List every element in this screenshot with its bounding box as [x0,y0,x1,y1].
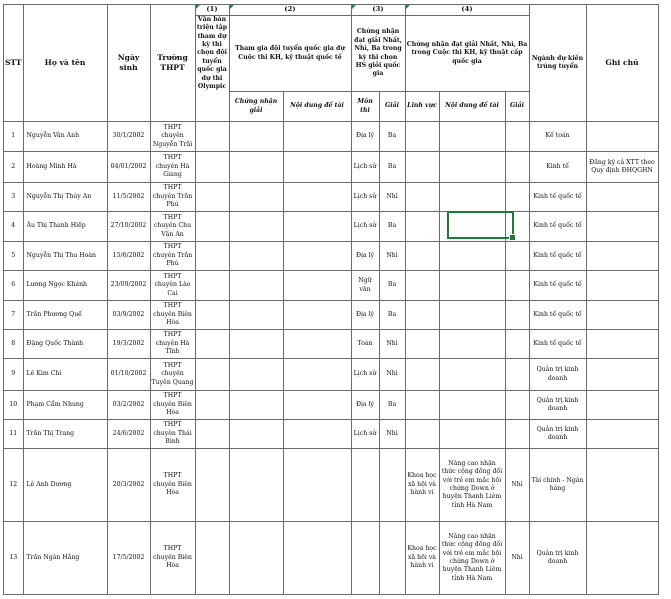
g2-topic-cell[interactable] [283,449,351,522]
stt-cell[interactable]: 9 [4,359,24,391]
g3-subject-cell[interactable]: Địa lý [351,301,379,330]
header-dob[interactable]: Ngày sinh [107,5,150,122]
g1-cell[interactable] [195,183,229,212]
g4-topic-cell[interactable] [439,242,505,271]
g4-prize-cell[interactable] [505,330,529,359]
g3-subject-cell[interactable] [351,522,379,595]
school-cell[interactable]: THPT chuyên Nguyễn Trãi [150,122,195,152]
g2-certificate-cell[interactable] [229,359,283,391]
dob-cell[interactable]: 30/1/2002 [107,122,150,152]
dob-cell[interactable]: 27/10/2002 [107,212,150,242]
dob-cell[interactable]: 01/10/2002 [107,359,150,391]
g4-prize-cell[interactable] [505,122,529,152]
table-row [4,301,659,330]
g2-certificate-cell[interactable] [229,449,283,522]
header-group-2-number[interactable]: (2) [229,5,351,16]
header-g3-prize[interactable]: Giải [379,92,405,122]
g1-cell[interactable] [195,242,229,271]
school-cell[interactable]: THPT chuyên Biên Hòa [150,391,195,420]
major-cell[interactable]: Kinh tế quốc tế [529,271,586,301]
g2-certificate-cell[interactable] [229,271,283,301]
header-g2-topic[interactable]: Nội dung đề tài [283,92,351,122]
g3-prize-cell[interactable] [379,522,405,595]
name-cell[interactable]: Nguyễn Thị Thu Hoàn [23,242,107,271]
major-cell[interactable]: Kinh tế quốc tế [529,330,586,359]
dob-cell[interactable]: 11/5/2002 [107,183,150,212]
school-cell[interactable]: THPT chuyên Hà Giang [150,152,195,183]
stt-cell[interactable]: 8 [4,330,24,359]
g4-topic-cell[interactable] [439,183,505,212]
g4-field-cell[interactable]: Khoa học xã hội và hành vi [405,522,439,595]
stt-cell[interactable]: 4 [4,212,24,242]
g2-certificate-cell[interactable] [229,391,283,420]
table-row [4,122,659,152]
name-cell[interactable]: Âu Thị Thanh Hiệp [23,212,107,242]
g4-field-cell[interactable] [405,301,439,330]
major-cell[interactable]: Quản trị kinh doanh [529,522,586,595]
g1-cell[interactable] [195,359,229,391]
g4-prize-cell[interactable] [505,152,529,183]
major-cell[interactable]: Kinh tế quốc tế [529,183,586,212]
g3-subject-cell[interactable]: Lịch sử [351,183,379,212]
header-group-1-number[interactable]: (1) [195,5,229,16]
g4-topic-cell[interactable] [439,152,505,183]
major-cell[interactable]: Kinh tế quốc tế [529,242,586,271]
g2-certificate-cell[interactable] [229,330,283,359]
table-row [4,449,659,522]
table-row [4,271,659,301]
g3-prize-cell[interactable] [379,449,405,522]
stt-cell[interactable]: 1 [4,122,24,152]
g2-certificate-cell[interactable] [229,301,283,330]
g3-prize-cell[interactable]: Nhì [379,183,405,212]
table-row [4,183,659,212]
g2-certificate-cell[interactable] [229,122,283,152]
dob-cell[interactable]: 15/6/2002 [107,242,150,271]
g3-subject-cell[interactable]: Lịch sử [351,359,379,391]
g2-topic-cell[interactable] [283,183,351,212]
g1-cell[interactable] [195,212,229,242]
g4-field-cell[interactable] [405,183,439,212]
g3-prize-cell[interactable]: Nhì [379,242,405,271]
g2-topic-cell[interactable] [283,152,351,183]
school-cell[interactable]: THPT chuyên Thái Bình [150,420,195,449]
note-cell[interactable] [586,420,658,449]
g4-prize-cell[interactable] [505,301,529,330]
stt-cell[interactable]: 5 [4,242,24,271]
note-cell[interactable] [586,122,658,152]
g4-field-cell[interactable] [405,359,439,391]
name-cell[interactable]: Trần Phương Quế [23,301,107,330]
note-cell[interactable] [586,301,658,330]
name-cell[interactable]: Hoàng Minh Hà [23,152,107,183]
g2-topic-cell[interactable] [283,420,351,449]
g4-topic-cell[interactable] [439,301,505,330]
stt-cell[interactable]: 2 [4,152,24,183]
note-cell[interactable] [586,359,658,391]
major-cell[interactable]: Kinh tế [529,152,586,183]
g2-topic-cell[interactable] [283,301,351,330]
school-cell[interactable]: THPT chuyên Biên Hòa [150,449,195,522]
name-cell[interactable]: Lương Ngọc Khánh [23,271,107,301]
g2-topic-cell[interactable] [283,122,351,152]
stt-cell[interactable]: 3 [4,183,24,212]
header-stt[interactable]: STT [4,5,24,122]
g4-field-cell[interactable] [405,330,439,359]
g2-certificate-cell[interactable] [229,212,283,242]
header-group-3-number[interactable]: (3) [351,5,405,16]
g2-certificate-cell[interactable] [229,522,283,595]
g2-topic-cell[interactable] [283,212,351,242]
school-cell[interactable]: THPT chuyên Tuyên Quang [150,359,195,391]
name-cell[interactable]: Đặng Quốc Thành [23,330,107,359]
g2-certificate-cell[interactable] [229,152,283,183]
note-cell[interactable] [586,330,658,359]
g1-cell[interactable] [195,330,229,359]
g4-prize-cell[interactable] [505,212,529,242]
g1-cell[interactable] [195,301,229,330]
g1-cell[interactable] [195,152,229,183]
major-cell[interactable]: Quản trị kinh doanh [529,391,586,420]
g3-subject-cell[interactable]: Địa lý [351,391,379,420]
g1-cell[interactable] [195,391,229,420]
major-cell[interactable]: Quản trị kinh doanh [529,359,586,391]
header-group-4-text[interactable]: Chứng nhận đạt giải Nhất, Nhì, Ba trong Cuộc thi KH, kỹ thuật cấp quốc gia [405,16,529,92]
admission-table [3,4,659,595]
dob-cell[interactable]: 24/6/2002 [107,420,150,449]
g4-topic-cell[interactable] [439,391,505,420]
note-cell[interactable] [586,449,658,522]
school-cell[interactable]: THPT chuyên Trần Phú [150,242,195,271]
g4-field-cell[interactable] [405,122,439,152]
g4-prize-cell[interactable] [505,183,529,212]
name-cell[interactable]: Lê Anh Dương [23,449,107,522]
note-cell[interactable] [586,212,658,242]
g2-topic-cell[interactable] [283,391,351,420]
g4-topic-cell[interactable] [439,122,505,152]
g3-subject-cell[interactable]: Toán [351,330,379,359]
g4-field-cell[interactable] [405,271,439,301]
g4-field-cell[interactable] [405,152,439,183]
stt-cell[interactable]: 7 [4,301,24,330]
g3-prize-cell[interactable]: Nhì [379,420,405,449]
header-group-2-text[interactable]: Tham gia đội tuyển quốc gia dự Cuộc thi KH, kỹ thuật quốc tế [229,16,351,92]
stt-cell[interactable]: 10 [4,391,24,420]
table-row [4,391,659,420]
header-g4-prize[interactable]: Giải [505,92,529,122]
table-row [4,212,659,242]
g4-field-cell[interactable] [405,420,439,449]
g3-prize-cell[interactable]: Ba [379,301,405,330]
g3-prize-cell[interactable]: Nhì [379,330,405,359]
g4-topic-cell[interactable] [439,420,505,449]
school-cell[interactable]: THPT chuyên Lào Cai [150,271,195,301]
g2-certificate-cell[interactable] [229,183,283,212]
g1-cell[interactable] [195,271,229,301]
g2-certificate-cell[interactable] [229,242,283,271]
g2-topic-cell[interactable] [283,522,351,595]
header-name[interactable]: Họ và tên [23,5,107,122]
name-cell[interactable]: Nguyễn Thị Thúy An [23,183,107,212]
major-cell[interactable]: Kế toán [529,122,586,152]
g3-subject-cell[interactable]: Lịch sử [351,212,379,242]
g3-subject-cell[interactable]: Địa lý [351,122,379,152]
header-g2-certificate[interactable]: Chứng nhận giải [229,92,283,122]
note-cell[interactable] [586,522,658,595]
g4-topic-cell[interactable] [439,271,505,301]
g3-prize-cell[interactable]: Ba [379,212,405,242]
g3-prize-cell[interactable]: Ba [379,391,405,420]
dob-cell[interactable]: 17/5/2002 [107,522,150,595]
major-cell[interactable]: Kinh tế quốc tế [529,212,586,242]
g4-field-cell[interactable] [405,212,439,242]
note-cell[interactable] [586,271,658,301]
dob-cell[interactable]: 20/3/2002 [107,449,150,522]
stt-cell[interactable]: 13 [4,522,24,595]
header-g4-field[interactable]: Lĩnh vực [405,92,439,122]
g3-subject-cell[interactable]: Ngữ văn [351,271,379,301]
dob-cell[interactable]: 03/9/2002 [107,301,150,330]
header-group-4-number[interactable]: (4) [405,5,529,16]
g4-prize-cell[interactable] [505,242,529,271]
g3-subject-cell[interactable] [351,449,379,522]
g1-cell[interactable] [195,420,229,449]
g4-prize-cell[interactable] [505,359,529,391]
g4-topic-cell[interactable]: Nâng cao nhận thức cộng đồng đối với trẻ em mắc hội chứng Down ở huyện Thanh Liêm tỉnh Hà Nam [439,449,505,522]
g4-prize-cell[interactable] [505,271,529,301]
name-cell[interactable]: Nguyễn Vân Anh [23,122,107,152]
dob-cell[interactable]: 19/3/2002 [107,330,150,359]
table-row [4,420,659,449]
stt-cell[interactable]: 6 [4,271,24,301]
g3-prize-cell[interactable]: Ba [379,152,405,183]
school-cell[interactable]: THPT chuyên Hà Tĩnh [150,330,195,359]
note-cell[interactable] [586,242,658,271]
stt-cell[interactable]: 11 [4,420,24,449]
table-row [4,359,659,391]
g3-prize-cell[interactable]: Nhì [379,359,405,391]
table-row [4,522,659,595]
major-cell[interactable]: Kinh tế quốc tế [529,301,586,330]
g3-subject-cell[interactable]: Lịch sử [351,420,379,449]
name-cell[interactable]: Phạm Cẩm Nhung [23,391,107,420]
g4-topic-cell[interactable]: Nâng cao nhận thức cộng đồng đối với trẻ em mắc hội chứng Down ở huyện Thanh Liêm tỉnh Hà Nam [439,522,505,595]
g4-field-cell[interactable] [405,242,439,271]
header-group-1-text[interactable]: Văn bản triệu tập tham dự kỳ thi chọn đội tuyển quốc gia dự thi Olympic [195,16,229,122]
g2-topic-cell[interactable] [283,271,351,301]
major-cell[interactable]: Tài chính - Ngân hàng [529,449,586,522]
g1-cell[interactable] [195,522,229,595]
header-g4-topic[interactable]: Nội dung đề tài [439,92,505,122]
g2-topic-cell[interactable] [283,242,351,271]
note-cell[interactable]: Đăng ký cả XTT theo Quy định ĐHQGHN [586,152,658,183]
name-cell[interactable]: Lê Kim Chi [23,359,107,391]
g1-cell[interactable] [195,122,229,152]
header-group-3-text[interactable]: Chứng nhận đạt giải Nhất, Nhì, Ba trong kỳ thi chọn HS giỏi quốc gia [351,16,405,92]
header-g3-subject[interactable]: Môn thi [351,92,379,122]
dob-cell[interactable]: 23/09/2002 [107,271,150,301]
g4-field-cell[interactable] [405,391,439,420]
table-row [4,242,659,271]
school-cell[interactable]: THPT chuyên Biên Hòa [150,522,195,595]
header-note[interactable]: Ghi chú [586,5,658,122]
name-cell[interactable]: Trần Ngân Hằng [23,522,107,595]
table-row [4,152,659,183]
major-cell[interactable]: Quản trị kinh doanh [529,420,586,449]
g4-topic-cell[interactable] [439,212,505,242]
dob-cell[interactable]: 03/2/2002 [107,391,150,420]
g3-prize-cell[interactable]: Ba [379,271,405,301]
g3-subject-cell[interactable]: Lịch sử [351,152,379,183]
name-cell[interactable]: Trần Thị Trang [23,420,107,449]
g4-prize-cell[interactable] [505,420,529,449]
g4-field-cell[interactable]: Khoa học xã hội và hành vi [405,449,439,522]
g2-topic-cell[interactable] [283,359,351,391]
g4-prize-cell[interactable]: Nhì [505,449,529,522]
header-major[interactable]: Ngành dự kiến trúng tuyển [529,5,586,122]
note-cell[interactable] [586,391,658,420]
g4-topic-cell[interactable] [439,330,505,359]
table-row [4,330,659,359]
school-cell[interactable]: THPT chuyên Trần Phú [150,183,195,212]
school-cell[interactable]: THPT chuyên Biên Hòa [150,301,195,330]
school-cell[interactable]: THPT chuyên Chu Văn An [150,212,195,242]
g4-prize-cell[interactable] [505,391,529,420]
g2-topic-cell[interactable] [283,330,351,359]
stt-cell[interactable]: 12 [4,449,24,522]
header-school[interactable]: Trường THPT [150,5,195,122]
g2-certificate-cell[interactable] [229,420,283,449]
g4-topic-cell[interactable] [439,359,505,391]
note-cell[interactable] [586,183,658,212]
g3-subject-cell[interactable]: Địa lý [351,242,379,271]
g4-prize-cell[interactable]: Nhì [505,522,529,595]
g1-cell[interactable] [195,449,229,522]
g3-prize-cell[interactable]: Ba [379,122,405,152]
dob-cell[interactable]: 04/01/2002 [107,152,150,183]
